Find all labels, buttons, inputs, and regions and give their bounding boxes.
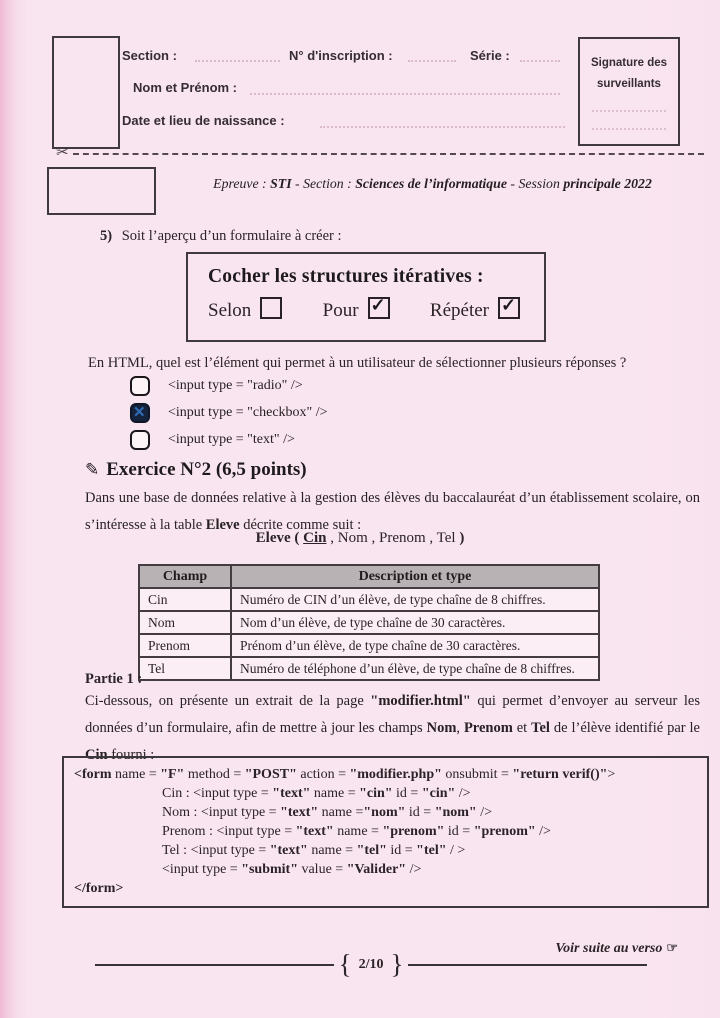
question-5-number: 5) xyxy=(100,228,113,244)
exercise2-title: Exercice N°2 (6,5 points) xyxy=(106,459,307,480)
form-preview-box xyxy=(186,252,546,342)
section-label: Section : xyxy=(122,48,177,63)
cell-description: Numéro de téléphone d’un élève, de type chaîne de 8 chiffres. xyxy=(231,657,599,680)
code-line: Prenom : <input type = "text" name = "prenom" id = "prenom" /> xyxy=(162,824,551,839)
html-code-box xyxy=(62,756,709,908)
code-line: <input type = "submit" value = "Valider" /> xyxy=(162,862,422,877)
exam-banner: Epreuve : STI - Section : Sciences de l’informatique - Session principale 2022 xyxy=(213,176,652,191)
signature-fill-in xyxy=(592,102,666,112)
choice-checkbox xyxy=(130,403,328,423)
question-5 xyxy=(100,228,342,245)
choice-radio xyxy=(130,376,303,396)
partie1-title: Partie 1 : xyxy=(85,671,143,687)
pour-checkbox[interactable] xyxy=(368,297,390,319)
code-line: Nom : <input type = "text" name ="nom" id = "nom" /> xyxy=(162,805,492,820)
cell-champ: Cin xyxy=(139,588,231,611)
table-row xyxy=(139,657,599,680)
scissors-icon: ✂ xyxy=(56,145,69,161)
option-pour-label: Pour xyxy=(322,300,359,321)
code-line: <form name = "F" method = "POST" action = "modifier.php" onsubmit = "return verif()"> xyxy=(74,767,616,782)
cell-description: Numéro de CIN d’un élève, de type chaîne de 8 chiffres. xyxy=(231,588,599,611)
cell-champ: Tel xyxy=(139,657,231,680)
form-preview-title: Cocher les structures itératives : xyxy=(208,266,484,287)
signature-fill-in xyxy=(592,120,666,130)
serie-label: Série : xyxy=(470,48,510,63)
footer-line-right xyxy=(408,964,647,966)
pointing-hand-icon: ☞ xyxy=(666,940,678,955)
candidate-photo-box xyxy=(52,36,120,149)
choice-text-checkbox[interactable] xyxy=(130,430,150,450)
html-question-text: En HTML, quel est l’élément qui permet à un utilisateur de sélectionner plusieurs réponses ? xyxy=(88,355,627,371)
exam-code-box xyxy=(47,167,156,215)
choice-radio-checkbox[interactable] xyxy=(130,376,150,396)
name-fill-in xyxy=(250,83,560,95)
birth-fill-in xyxy=(320,116,565,128)
table-row xyxy=(139,634,599,657)
table-schema: Eleve ( Cin , Nom , Prenom , Tel ) xyxy=(255,530,465,546)
table-row xyxy=(139,611,599,634)
page-number: 2/10 xyxy=(358,957,384,972)
inscription-label: N° d'inscription : xyxy=(289,48,393,63)
name-label: Nom et Prénom : xyxy=(133,80,238,95)
col-champ: Champ xyxy=(139,565,231,588)
cell-champ: Prenom xyxy=(139,634,231,657)
signature-box xyxy=(578,37,680,146)
choice-radio-code: <input type = "radio" /> xyxy=(168,378,303,393)
repeter-checkbox[interactable] xyxy=(498,297,520,319)
section-fill-in xyxy=(195,50,280,62)
cut-line xyxy=(56,144,704,163)
signature-label-line1: Signature des xyxy=(590,57,668,69)
inscription-fill-in xyxy=(408,50,456,62)
cell-description: Prénom d’un élève, de type chaîne de 30 caractères. xyxy=(231,634,599,657)
choice-text-code: <input type = "text" /> xyxy=(168,432,295,447)
exercise2-heading xyxy=(85,459,307,481)
serie-fill-in xyxy=(520,50,560,62)
option-selon-label: Selon xyxy=(208,300,252,321)
birth-label: Date et lieu de naissance : xyxy=(122,113,285,128)
field-description-table xyxy=(138,564,600,681)
dashed-cut-line xyxy=(73,153,704,155)
cell-champ: Nom xyxy=(139,611,231,634)
choice-checkbox-code: <input type = "checkbox" /> xyxy=(168,405,328,420)
page-footer-rule xyxy=(95,949,647,979)
table-row xyxy=(139,588,599,611)
cell-description: Nom d’un élève, de type chaîne de 30 caractères. xyxy=(231,611,599,634)
code-line: Tel : <input type = "text" name = "tel" id = "tel" / > xyxy=(162,843,466,858)
option-selon xyxy=(208,297,282,322)
verso-note-text: Voir suite au verso xyxy=(555,941,663,956)
option-pour xyxy=(323,297,390,322)
left-brace: { xyxy=(338,949,352,979)
signature-label-line2: surveillants xyxy=(597,77,661,90)
col-description: Description et type xyxy=(231,565,599,588)
choice-text xyxy=(130,430,295,450)
option-repeter-label: Répéter xyxy=(429,300,489,321)
choice-checkbox-checkbox[interactable] xyxy=(130,403,150,423)
selon-checkbox[interactable] xyxy=(260,297,282,319)
table-header-row xyxy=(139,565,599,588)
code-line: </form> xyxy=(74,881,124,896)
right-brace: } xyxy=(390,949,404,979)
question-5-text: Soit l’aperçu d’un formulaire à créer : xyxy=(121,228,342,244)
exercise2-intro: Dans une base de données relative à la gestion des élèves du baccalauréat d’un établissement scolaire, on s’intéresse à la table Eleve décrite comme suit : xyxy=(85,490,700,533)
partie1-body: Ci-dessous, on présente un extrait de la page "modifier.html" qui permet d’envoyer au serveur les données d’un formulaire, afin de mettre à jour les champs Nom, Prenom et Tel de l’élève identifié par le Cin fourni : xyxy=(85,693,700,763)
footer-line-left xyxy=(95,964,334,966)
option-repeter xyxy=(430,297,520,322)
code-line: Cin : <input type = "text" name = "cin" id = "cin" /> xyxy=(162,786,471,801)
pencil-icon: ✎ xyxy=(85,460,100,479)
